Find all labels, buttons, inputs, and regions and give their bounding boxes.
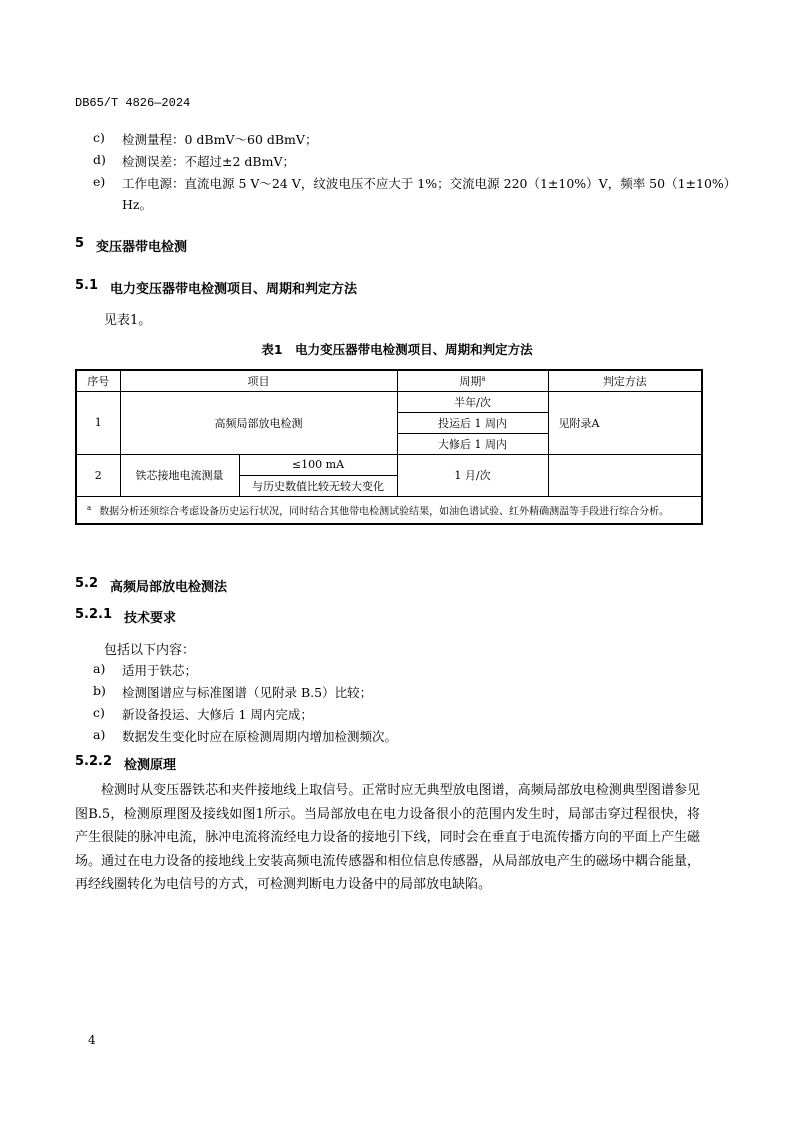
table-cell-item: 高频局部放电检测 <box>120 391 397 454</box>
table-cell-seq: 2 <box>76 454 120 496</box>
table-cell-cycle: 1 月/次 <box>397 454 548 496</box>
header-seq: 序号 <box>76 370 120 391</box>
list-item-text: 适用于铁芯； <box>122 663 198 678</box>
page-number: 4 <box>88 1033 96 1047</box>
table-cell-cycle: 半年/次 <box>397 391 548 412</box>
table-cell-seq: 1 <box>76 391 120 454</box>
section-number: 5 <box>75 236 85 251</box>
subsection-title: 高频局部放电检测法 <box>110 580 228 595</box>
list-item-text: 新设备投运、大修后 1 周内完成； <box>122 707 313 722</box>
footnote-text: 数据分析还须综合考虑设备历史运行状况，同时结合其他带电检测试验结果，如油色谱试验、红外精确测温等手段进行综合分析。 <box>99 505 670 517</box>
list-item-marker: d) <box>93 152 106 167</box>
table-footnote <box>76 496 702 524</box>
list-item-marker: a) <box>93 661 106 676</box>
list-item-marker: b) <box>93 683 106 698</box>
table-row <box>76 391 702 412</box>
list-item-text: 检测图谱应与标准图谱（见附录 B.5）比较； <box>122 685 373 700</box>
document-code: DB65/T 4826—2024 <box>75 96 191 110</box>
list-item-text: 检测量程：0 dBmV～60 dBmV； <box>122 132 318 147</box>
table-cell-cycle: 投运后 1 周内 <box>397 412 548 433</box>
list-item-marker: c) <box>93 705 105 720</box>
table-cell-method: 见附录A <box>548 391 702 454</box>
table-cell-method <box>548 454 702 496</box>
list-item-text: 检测误差：不超过±2 dBmV； <box>122 154 295 169</box>
list-item-text: 数据发生变化时应在原检测周期内增加检测频次。 <box>122 729 398 744</box>
header-method: 判定方法 <box>548 370 702 391</box>
list-item-text: 工作电源：直流电源 5 V～24 V，纹波电压不应大于 1%；交流电源 220（1±10%）V，频率 50（1±10%） <box>122 176 737 191</box>
list-item-marker: e) <box>93 174 106 189</box>
list-item-marker: a) <box>93 727 106 742</box>
table-cell-item: 铁芯接地电流测量 <box>120 454 239 496</box>
header-item: 项目 <box>120 370 397 391</box>
table-row <box>76 454 702 475</box>
footnote-mark: a <box>87 503 92 512</box>
subsubsection-number: 5.2.2 <box>75 754 113 769</box>
subsubsection-title: 技术要求 <box>124 611 177 626</box>
subsubsection-title: 检测原理 <box>124 758 177 773</box>
subsection-title: 电力变压器带电检测项目、周期和判定方法 <box>110 282 358 297</box>
paragraph: 见表1。 <box>104 313 152 328</box>
section-title: 变压器带电检测 <box>96 240 188 255</box>
paragraph-body: 检测时从变压器铁芯和夹件接地线上取信号。正常时应无典型放电图谱，高频局部放电检测典型图谱参见图B.5，检测原理图及接线如图1所示。当局部放电在电力设备很小的范围内发生时，局部击穿过程很快，将产生很陡的脉冲电流，脉冲电流将流经电力设备的接地引下线，同时会在垂直于电流传播方向的平面上产生磁场。通过在电力设备的接地线上安装高频电流传感器和相位信息传感器，从局部放电产生的磁场中耦合能量，再经线圈转化为电信号的方式，可检测判断电力设备中的局部放电缺陷。 <box>75 783 700 892</box>
header-cycle-label: 周期 <box>459 374 482 388</box>
table-header-row <box>76 370 702 391</box>
paragraph: 包括以下内容： <box>104 643 196 658</box>
subsection-number: 5.2 <box>75 576 99 591</box>
table-caption: 表1 电力变压器带电检测项目、周期和判定方法 <box>261 342 533 357</box>
subsubsection-number: 5.2.1 <box>75 607 113 622</box>
list-item-continuation: Hz。 <box>122 197 152 212</box>
header-cycle <box>397 370 548 391</box>
table-cell-criterion: 与历史数值比较无较大变化 <box>239 475 397 496</box>
list-item-marker: c) <box>93 130 105 145</box>
table-footnote-row <box>76 496 702 524</box>
footnote-ref: a <box>481 374 486 383</box>
table-cell-cycle: 大修后 1 周内 <box>397 433 548 454</box>
subsection-number: 5.1 <box>75 278 99 293</box>
table-cell-criterion: ≤100 mA <box>239 454 397 475</box>
table <box>75 369 703 525</box>
